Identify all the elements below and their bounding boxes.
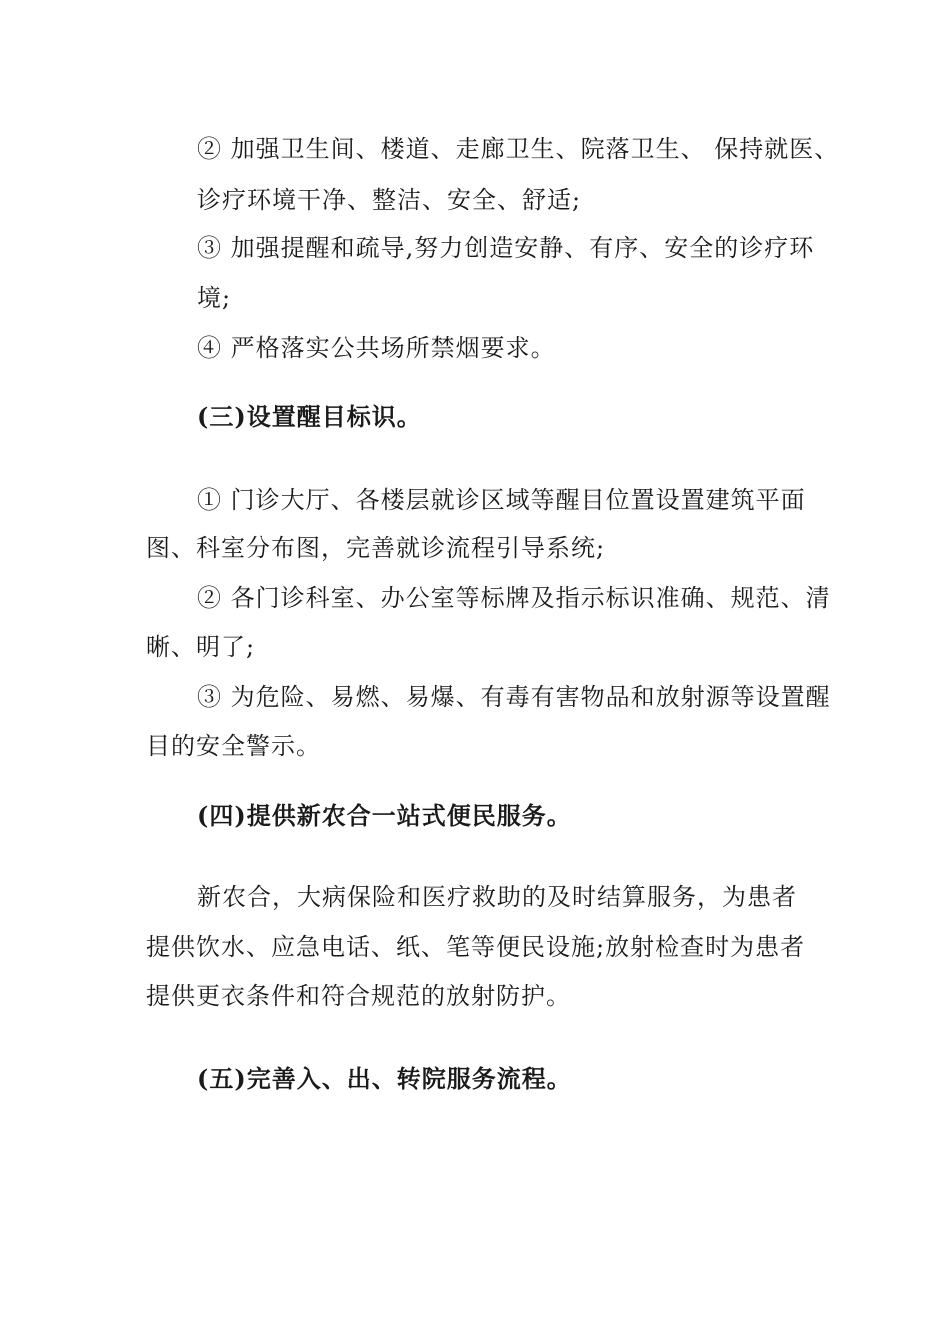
paragraph-line: 诊疗环境干净、整洁、安全、舒适; — [197, 186, 582, 214]
paragraph-line: ③ 为危险、易燃、易爆、有毒有害物品和放射源等设置醒 — [197, 683, 831, 711]
paragraph-line: 境; — [197, 284, 232, 312]
paragraph-line: ② 加强卫生间、楼道、走廊卫生、院落卫生、 保持就医、 — [197, 135, 840, 163]
section-heading-5: (五)完善入、出、转院服务流程。 — [197, 1064, 572, 1093]
section-heading-3: (三)设置醒目标识。 — [197, 402, 422, 431]
paragraph-line: ① 门诊大厅、各楼层就诊区域等醒目位置设置建筑平面 — [197, 486, 806, 514]
paragraph-line: 提供更衣条件和符合规范的放射防护。 — [146, 982, 571, 1010]
paragraph-line: 提供饮水、应急电话、纸、笔等便民设施;放射检查时为患者 — [146, 933, 806, 961]
paragraph-line: 晰、明了; — [146, 633, 256, 661]
section-heading-4: (四)提供新农合一站式便民服务。 — [197, 801, 572, 830]
paragraph-line: ③ 加强提醒和疏导,努力创造安静、有序、安全的诊疗环 — [197, 234, 815, 262]
paragraph-line: 目的安全警示。 — [146, 732, 321, 760]
paragraph-line: 图、科室分布图，完善就诊流程引导系统; — [146, 534, 606, 562]
paragraph-line: ④ 严格落实公共场所禁烟要求。 — [197, 334, 556, 362]
paragraph-line: 新农合，大病保险和医疗救助的及时结算服务，为患者 — [197, 883, 797, 911]
paragraph-line: ② 各门诊科室、办公室等标牌及指示标识准确、规范、清 — [197, 584, 831, 612]
